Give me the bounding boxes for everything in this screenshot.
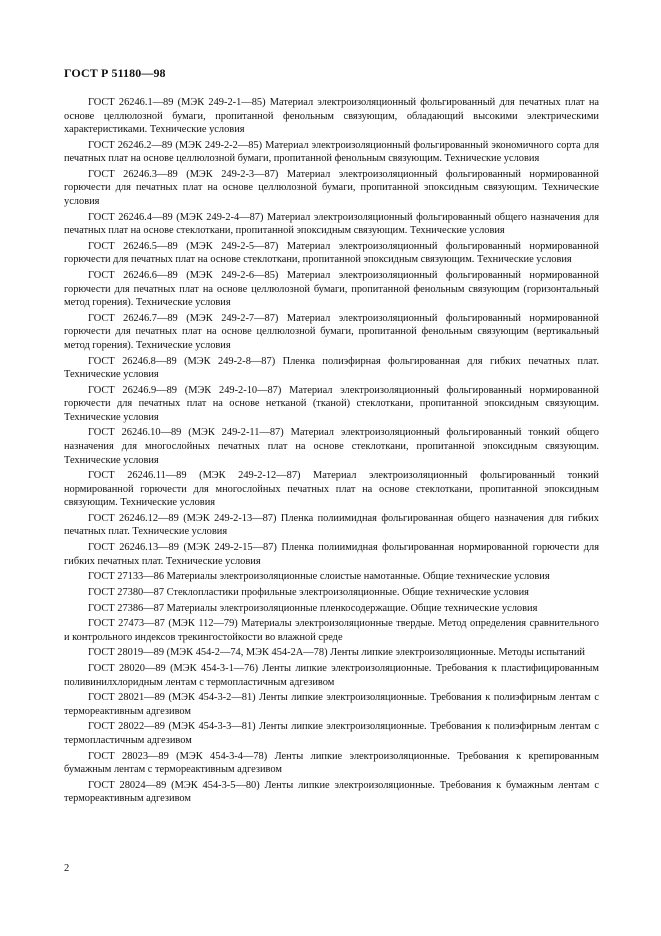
reference-entry: ГОСТ 27473—87 (МЭК 112—79) Материалы электроизоляционные твердые. Метод определения сравнительного и контрольного индексов трекингостойкости во влажной среде bbox=[64, 618, 599, 643]
reference-entry: ГОСТ 26246.13—89 (МЭК 249-2-15—87) Пленка полиимидная фольгированная нормированной горючести для гибких печатных плат. Технические условия bbox=[64, 542, 599, 567]
reference-entry: ГОСТ 28024—89 (МЭК 454-3-5—80) Ленты липкие электроизоляционные. Требования к бумажным лентам с термореактивным адгезивом bbox=[64, 779, 599, 805]
reference-entry: ГОСТ 26246.6—89 (МЭК 249-2-6—85) Материал электроизоляционный фольгированный нормированной горючести для печатных плат на основе целлюлозной бумаги, пропитанной фенольным связующим (горизонтальный метод горения). Технические условия bbox=[64, 270, 599, 309]
reference-entry: ГОСТ 26246.9—89 (МЭК 249-2-10—87) Материал электроизоляционный фольгированный нормированной горючести для печатных плат на основе нетканой (тканой) стеклоткани, пропитанной эпоксидным связующим. Технические условия bbox=[64, 384, 599, 423]
reference-entry: ГОСТ 26246.1—89 (МЭК 249-2-1—85) Материал электроизоляционный фольгированный для печатных плат на основе целлюлозной бумаги, пропитанной фенольным связующим, обладающий высокими электрическими характеристиками. Технические условия bbox=[64, 97, 599, 136]
reference-entry: ГОСТ 26246.2—89 (МЭК 249-2-2—85) Материал электроизоляционный фольгированный экономичного сорта для печатных плат на основе целлюлозной бумаги, пропитанной фенольным связующим. Технические условия bbox=[64, 139, 599, 165]
reference-entry: ГОСТ 26246.5—89 (МЭК 249-2-5—87) Материал электроизоляционный фольгированный нормированной горючести для печатных плат на основе стеклоткани, пропитанной эпоксидным связующим. Технические условия bbox=[64, 240, 599, 266]
reference-entry: ГОСТ 26246.11—89 (МЭК 249-2-12—87) Материал электроизоляционный фольгированный тонкий нормированной горючести для многослойных печатных плат на основе стеклоткани, пропитанной эпоксидным связующим. Технические условия bbox=[64, 470, 599, 509]
document-header: ГОСТ Р 51180—98 bbox=[64, 66, 166, 80]
reference-entry: ГОСТ 27133—86 Материалы электроизоляционные слоистые намотанные. Общие технические условия bbox=[88, 571, 550, 583]
reference-entry: ГОСТ 26246.10—89 (МЭК 249-2-11—87) Материал электроизоляционный фольгированный тонкий общего назначения для многослойных печатных плат на основе стеклоткани, пропитанной эпоксидным связующим. Технические условия bbox=[64, 427, 599, 466]
standards-list bbox=[64, 96, 599, 808]
reference-entry: ГОСТ 26246.12—89 (МЭК 249-2-13—87) Пленка полиимидная фольгированная общего назначения для гибких печатных плат. Технические условия bbox=[64, 512, 599, 538]
reference-entry: ГОСТ 27380—87 Стеклопластики профильные электроизоляционные. Общие технические условия bbox=[88, 586, 529, 598]
reference-entry: ГОСТ 28023—89 (МЭК 454-3-4—78) Ленты липкие электроизоляционные. Требования к крепированным бумажным лентам с термореактивным адгезивом bbox=[64, 750, 599, 776]
reference-entry: ГОСТ 28022—89 (МЭК 454-3-3—81) Ленты липкие электроизоляционные. Требования к полиэфирным лентам с термопластичным адгезивом bbox=[64, 721, 599, 746]
reference-entry: ГОСТ 26246.7—89 (МЭК 249-2-7—87) Материал электроизоляционный фольгированный нормированной горючести для печатных плат на основе целлюлозной бумаги, пропитанной фенольным связующим (вертикальный метод горения). Технические условия bbox=[64, 312, 599, 351]
reference-entry: ГОСТ 28019—89 (МЭК 454-2—74, МЭК 454-2А—78) Ленты липкие электроизоляционные. Методы испытаний bbox=[88, 647, 585, 659]
reference-entry: ГОСТ 26246.8—89 (МЭК 249-2-8—87) Пленка полиэфирная фольгированная для гибких печатных плат. Технические условия bbox=[64, 355, 599, 381]
reference-entry: ГОСТ 26246.3—89 (МЭК 249-2-3—87) Материал электроизоляционный фольгированный нормированной горючести для печатных плат на основе целлюлозной бумаги, пропитанной эпоксидным связующим. Технические условия bbox=[64, 168, 599, 208]
reference-entry: ГОСТ 27386—87 Материалы электроизоляционные пленкосодержащие. Общие технические условия bbox=[88, 602, 538, 614]
reference-entry: ГОСТ 28020—89 (МЭК 454-3-1—76) Ленты липкие электроизоляционные. Требования к пластифицированным поливинилхлоридным лентам с термопластичным адгезивом bbox=[64, 663, 599, 688]
page-number: 2 bbox=[64, 863, 70, 874]
reference-entry: ГОСТ 28021—89 (МЭК 454-3-2—81) Ленты липкие электроизоляционные. Требования к полиэфирным лентам с термореактивным адгезивом bbox=[64, 692, 599, 717]
reference-entry: ГОСТ 26246.4—89 (МЭК 249-2-4—87) Материал электроизоляционный фольгированный общего назначения для печатных плат на основе стеклоткани, пропитанной эпоксидным связующим. Технические условия bbox=[64, 211, 599, 237]
